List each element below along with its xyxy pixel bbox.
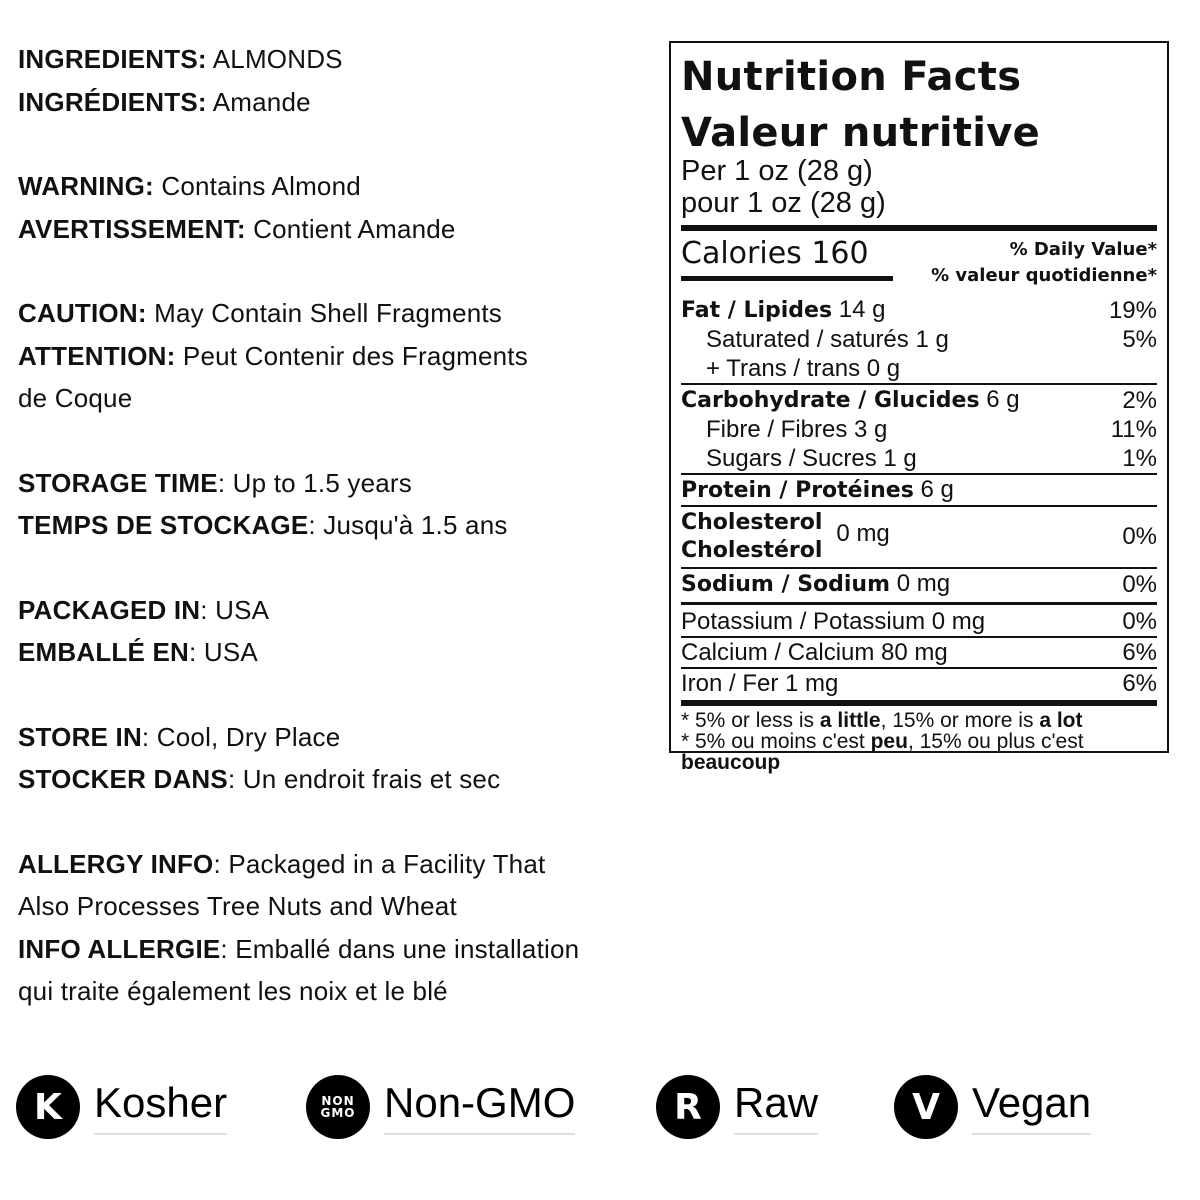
badge-raw	[656, 1075, 818, 1139]
raw-icon: R	[656, 1075, 720, 1139]
info-key: PACKAGED IN	[18, 594, 201, 625]
nutrient-name: Carbohydrate / Glucides	[681, 388, 980, 413]
badge-label: Non-GMO	[384, 1079, 575, 1135]
footnote	[681, 710, 1157, 773]
info-line	[18, 631, 658, 674]
info-value: : USA	[200, 594, 270, 625]
nutrient-name: Sodium / Sodium	[681, 572, 891, 597]
nutrition-title-fr: Valeur nutritive	[681, 110, 1041, 156]
nutrient-dv: 0%	[1122, 570, 1157, 598]
nutrient-name: Saturated / saturés 1 g	[706, 326, 949, 353]
info-value: : Emballé dans une installation	[220, 933, 580, 964]
badge-label: Kosher	[94, 1079, 227, 1135]
info-value: : Packaged in a Facility That	[213, 848, 546, 879]
info-key: WARNING:	[18, 171, 154, 201]
info-key: INGRÉDIENTS:	[18, 86, 207, 117]
nutrient-dv: 2%	[1122, 386, 1157, 414]
info-line	[18, 292, 658, 335]
info-line	[18, 377, 658, 420]
nutrient-dv: 19%	[1108, 296, 1157, 324]
kosher-icon: K	[16, 1075, 80, 1139]
daily-value-header	[931, 237, 1157, 289]
info-value: : Jusqu'à 1.5 ans	[308, 510, 508, 540]
nutrient-amount: 0 mg	[890, 570, 951, 597]
info-key: ATTENTION:	[18, 340, 176, 371]
vegan-icon: V	[894, 1075, 958, 1139]
nutrient-row-iron	[681, 669, 1157, 698]
footnote-fr-end: beaucoup	[681, 751, 781, 774]
nutrient-row-saturated	[681, 325, 1157, 354]
serving-size-fr: pour 1 oz (28 g)	[681, 187, 886, 219]
info-line	[18, 716, 658, 759]
info-line	[18, 165, 658, 208]
ingredients-block	[18, 38, 658, 123]
nutrient-name: Protein / Protéines	[681, 478, 914, 503]
nutrient-row-sugars	[681, 444, 1157, 473]
divider	[681, 700, 1157, 706]
info-line	[18, 758, 658, 801]
nutrient-name: Calcium / Calcium 80 mg	[681, 639, 948, 666]
packaged-in-block	[18, 589, 658, 674]
nutrient-row-trans	[681, 354, 1157, 383]
nutrient-row-cholesterol	[681, 507, 1157, 567]
nutrient-row-carbohydrate	[681, 385, 1157, 415]
nutrient-row-fibre	[681, 415, 1157, 444]
info-line	[18, 970, 658, 1013]
nutrient-row-sodium	[681, 569, 1157, 599]
calories-row	[681, 231, 1157, 295]
non-gmo-icon: NON GMO	[306, 1075, 370, 1139]
certification-badges	[0, 1075, 1200, 1155]
info-line	[18, 335, 658, 378]
badge-label: Vegan	[972, 1079, 1091, 1135]
divider	[681, 276, 893, 281]
info-value: : Un endroit frais et sec	[227, 764, 501, 794]
info-value: Amande	[206, 86, 311, 117]
nutrient-dv: 0%	[1122, 523, 1157, 550]
nutrient-name: Potassium / Potassium 0 mg	[681, 608, 986, 635]
info-value: de Coque	[18, 383, 133, 413]
info-key: EMBALLÉ EN	[18, 637, 189, 667]
badge-non-gmo	[306, 1075, 575, 1139]
footnote-en: * 5% or less is a little, 15% or more is a lot	[681, 709, 1083, 732]
info-value: Contient Amande	[245, 213, 456, 244]
nutrient-name-fr: Cholestérol	[681, 538, 823, 563]
nutrient-dv: 6%	[1122, 639, 1157, 666]
nutrient-name: Iron / Fer 1 mg	[681, 670, 839, 697]
info-key: STORAGE TIME	[18, 467, 218, 498]
nutrient-dv: 5%	[1122, 326, 1157, 353]
info-line	[18, 843, 658, 886]
info-key: TEMPS DE STOCKAGE	[18, 510, 309, 540]
nutrient-amount: 14 g	[832, 296, 886, 323]
nutrient-dv: 6%	[1122, 670, 1157, 697]
daily-value-en: % Daily Value*	[1009, 239, 1157, 260]
info-value: Contains Almond	[153, 171, 361, 201]
info-value: qui traite également les noix et le blé	[18, 976, 448, 1006]
info-line	[18, 589, 658, 632]
nutrition-title-en: Nutrition Facts	[681, 54, 1022, 100]
nutrient-amount: 6 g	[979, 386, 1020, 413]
storage-time-block	[18, 462, 658, 547]
info-value: : Up to 1.5 years	[217, 467, 412, 498]
nutrient-name: Sugars / Sucres 1 g	[706, 445, 917, 472]
info-key: INGREDIENTS:	[18, 44, 207, 74]
info-key: CAUTION:	[18, 298, 147, 328]
info-value: : USA	[189, 637, 258, 667]
caution-block	[18, 292, 658, 420]
allergy-block	[18, 843, 658, 1013]
nutrient-dv: 1%	[1122, 445, 1157, 472]
nutrient-amount: 6 g	[913, 476, 954, 503]
warning-block	[18, 165, 658, 250]
info-line	[18, 208, 658, 251]
nutrition-facts-panel	[669, 41, 1169, 774]
info-value: : Cool, Dry Place	[141, 721, 341, 752]
product-info	[18, 38, 658, 1013]
info-line	[18, 38, 658, 81]
nutrient-amount: 0 mg	[836, 520, 890, 547]
footnote-fr: * 5% ou moins c'est peu, 15% ou plus c'est	[681, 730, 1084, 753]
info-key: INFO ALLERGIE	[18, 933, 221, 964]
info-value: May Contain Shell Fragments	[146, 298, 503, 328]
info-line	[18, 928, 658, 971]
info-value: Peut Contenir des Fragments	[175, 340, 528, 371]
store-in-block	[18, 716, 658, 801]
badge-label: Raw	[734, 1079, 818, 1135]
nutrient-name-en: Cholesterol	[681, 510, 823, 535]
nutrient-name: Fat / Lipides	[681, 298, 833, 323]
info-value: ALMONDS	[206, 44, 343, 74]
nutrient-row-potassium	[681, 607, 1157, 636]
calories: Calories 160	[681, 236, 869, 271]
info-key: STORE IN	[18, 721, 142, 752]
badge-kosher	[16, 1075, 227, 1139]
info-line	[18, 81, 658, 124]
divider	[681, 602, 1157, 605]
info-key: STOCKER DANS	[18, 764, 228, 794]
nutrient-dv: 11%	[1110, 416, 1157, 443]
info-key: AVERTISSEMENT:	[18, 213, 246, 244]
info-key: ALLERGY INFO	[18, 848, 214, 879]
nutrient-row-protein	[681, 475, 1157, 505]
info-line	[18, 504, 658, 547]
info-value: Also Processes Tree Nuts and Wheat	[18, 891, 457, 921]
info-line	[18, 885, 658, 928]
nutrient-dv: 0%	[1122, 608, 1157, 635]
serving-size-en: Per 1 oz (28 g)	[681, 155, 873, 187]
info-line	[18, 462, 658, 505]
nutrient-name: Fibre / Fibres 3 g	[706, 416, 888, 443]
nutrient-name: + Trans / trans 0 g	[706, 355, 901, 382]
nutrient-row-calcium	[681, 638, 1157, 667]
nutrient-row-fat	[681, 295, 1157, 325]
daily-value-fr: % valeur quotidienne*	[931, 265, 1157, 286]
badge-vegan	[894, 1075, 1091, 1139]
